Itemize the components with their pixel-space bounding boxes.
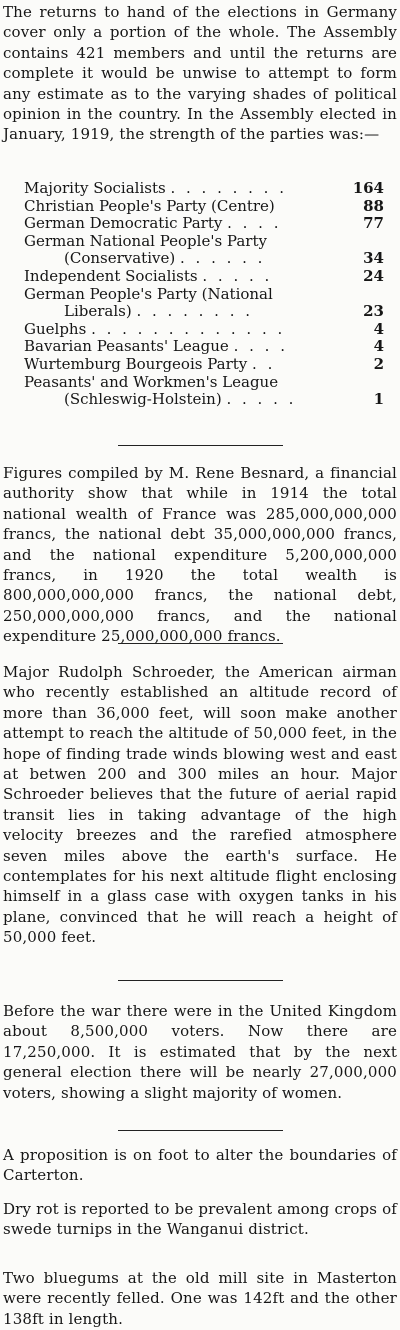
party-name: Christian People's Party (Centre)	[24, 196, 275, 215]
leader-dots: . . . . . . . .	[170, 179, 287, 197]
party-seats: 24	[363, 266, 384, 285]
party-seats: 4	[373, 319, 384, 338]
party-name: Wurtemburg Bourgeois Party	[24, 354, 248, 373]
leader-dots: . . . .	[227, 214, 282, 233]
party-name-continuation: (Schleswig-Holstein)	[64, 390, 222, 409]
party-seats: 23	[363, 302, 384, 321]
party-row-continuation	[24, 303, 384, 321]
dry-rot-paragraph: Dry rot is reported to be prevalent among crops of swede turnips in the Wanganui district.	[3, 1200, 397, 1239]
schroeder-paragraph: Major Rudolph Schroeder, the American airman who recently established an altitude record of more than 36,000 feet, will soon make another attempt to reach the altitude of 50,000 feet, in the hope of finding trade winds blowing west and east at betwen 200 and 300 miles an hour. Major Schroeder believes that the future of aerial rapid transit lies in taking advantage of the high velocity breezes and the rarefied atmosphere seven miles above the earth's surface. He contemplates for his next altitude flight enclosing himself in a glass case with oxygen tanks in his plane, convinced that he will reach a height of 50,000 feet.	[3, 663, 397, 947]
party-name: Majority Socialists	[24, 179, 166, 197]
party-seats: 4	[373, 337, 384, 356]
party-name: Bavarian Peasants' League	[24, 337, 229, 356]
party-name: German Democratic Party	[24, 214, 223, 233]
leader-dots: . . . .	[233, 337, 288, 356]
party-seats: 88	[363, 196, 384, 215]
party-seats: 164	[352, 179, 384, 197]
party-name-continuation: (Conservative)	[64, 249, 176, 268]
carterton-paragraph: A proposition is on foot to alter the boundaries of Carterton.	[3, 1146, 397, 1185]
leader-dots: . . . . . . . .	[136, 302, 254, 321]
party-seats: 2	[373, 354, 384, 373]
party-row	[24, 374, 384, 392]
party-row	[24, 198, 384, 216]
leader-dots: . .	[252, 354, 276, 373]
party-row	[24, 338, 384, 356]
party-row	[24, 215, 384, 233]
party-row	[24, 180, 384, 198]
france-wealth-paragraph: Figures compiled by M. Rene Besnard, a financial authority show that while in 1914 the total national wealth of France was 285,000,000,000 francs, the national debt 35,000,000,000 francs, and the national expenditure 5,200,000,000 francs, in 1920 the total wealth is 800,000,000,000 francs, the national debt, 250,000,000,000 francs, and the national expenditure 25,000,000,000 francs.	[3, 464, 397, 646]
bluegums-paragraph: Two bluegums at the old mill site in Masterton were recently felled. One was 142ft and the other 138ft in length.	[3, 1269, 397, 1328]
section-divider	[118, 1130, 283, 1131]
party-name: German National People's Party	[24, 231, 267, 250]
party-seats: 77	[363, 214, 384, 233]
party-seats: 1	[373, 390, 384, 409]
leader-dots: . . . . . .	[180, 249, 266, 268]
section-divider	[118, 445, 283, 446]
party-seats: 34	[363, 249, 384, 268]
uk-voters-paragraph: Before the war there were in the United Kingdom about 8,500,000 voters. Now there are 17,250,000. It is estimated that by the next general election there will be nearly 27,000,000 voters, showing a slight majority of women.	[3, 1002, 397, 1102]
party-row	[24, 356, 384, 374]
elections-intro: The returns to hand of the elections in Germany cover only a portion of the whole. The Assembly contains 421 members and until the returns are complete it would be unwise to attempt to form any estimate as to the varying shades of political opinion in the country. In the Assembly elected in January, 1919, the strength of the parties was:—	[3, 3, 397, 144]
leader-dots: . . . . .	[202, 266, 273, 285]
leader-dots: . . . . . . . . . . . . .	[91, 319, 286, 338]
party-row	[24, 321, 384, 339]
party-name-continuation: Liberals)	[64, 302, 132, 321]
party-row-continuation	[24, 391, 384, 409]
party-strength-table	[24, 180, 384, 409]
party-row	[24, 286, 384, 304]
party-name: Peasants' and Workmen's League	[24, 372, 279, 391]
party-name: Independent Socialists	[24, 266, 198, 285]
party-row	[24, 268, 384, 286]
party-row	[24, 233, 384, 251]
section-divider	[118, 980, 283, 981]
party-name: German People's Party (National	[24, 284, 273, 303]
party-row-continuation	[24, 250, 384, 268]
leader-dots: . . . . .	[226, 390, 297, 409]
section-divider	[118, 643, 283, 644]
party-name: Guelphs	[24, 319, 87, 338]
